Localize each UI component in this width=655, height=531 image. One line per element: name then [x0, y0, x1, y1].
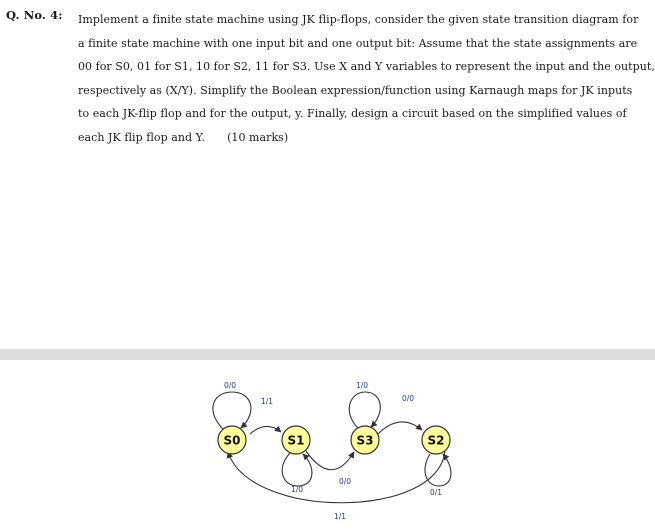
label-s3-self: 1/0 — [355, 381, 369, 390]
question-line-1: Implement a finite state machine using JK flip-flops, consider the given state transition diagram for — [78, 13, 639, 26]
state-s2-label: S2 — [427, 433, 445, 448]
state-s1-label: S1 — [287, 433, 305, 448]
edge-s3-to-s2 — [378, 422, 422, 434]
question-text — [78, 8, 655, 150]
label-s3-to-s2: 0/0 — [401, 394, 415, 403]
question-number: Q. No. 4: — [6, 8, 63, 22]
edge-s2-to-s0 — [228, 450, 445, 503]
question-line-6-text: each JK flip flop and Y. — [78, 130, 206, 144]
label-s2-self: 0/1 — [429, 488, 443, 497]
label-s1-self: 1/0 — [290, 485, 304, 494]
question-line-6 — [78, 126, 638, 150]
state-transition-diagram — [0, 370, 655, 527]
question-line-2: a finite state machine with one input bit and one output bit: Assume that the state assignments are — [78, 36, 638, 50]
label-s2-to-s0: 1/1 — [333, 512, 347, 521]
state-s3-label: S3 — [356, 433, 374, 448]
edge-s0-self — [213, 392, 251, 430]
edge-s0-to-s1 — [250, 426, 281, 434]
diagram-svg — [0, 370, 655, 527]
label-s1-to-s3: 0/0 — [338, 477, 352, 486]
edge-s3-self — [349, 392, 380, 428]
state-s0-label: S0 — [223, 433, 241, 448]
question-line-5: to each JK-flip flop and for the output, y. Finally, design a circuit based on the simplified values of — [78, 107, 627, 121]
label-s0-to-s1: 1/1 — [260, 397, 274, 406]
edge-s1-self — [282, 453, 312, 486]
edge-s1-to-s3 — [306, 451, 354, 470]
question-line-3: 00 for S0, 01 for S1, 10 for S2, 11 for S3. Use X and Y variables to represent the input and the output, — [78, 60, 655, 74]
marks-label: (10 marks) — [227, 130, 289, 144]
page-divider — [0, 349, 655, 360]
label-s0-self: 0/0 — [223, 381, 237, 390]
question-line-4: respectively as (X/Y). Simplify the Boolean expression/function using Karnaugh maps for JK inputs — [78, 83, 633, 97]
